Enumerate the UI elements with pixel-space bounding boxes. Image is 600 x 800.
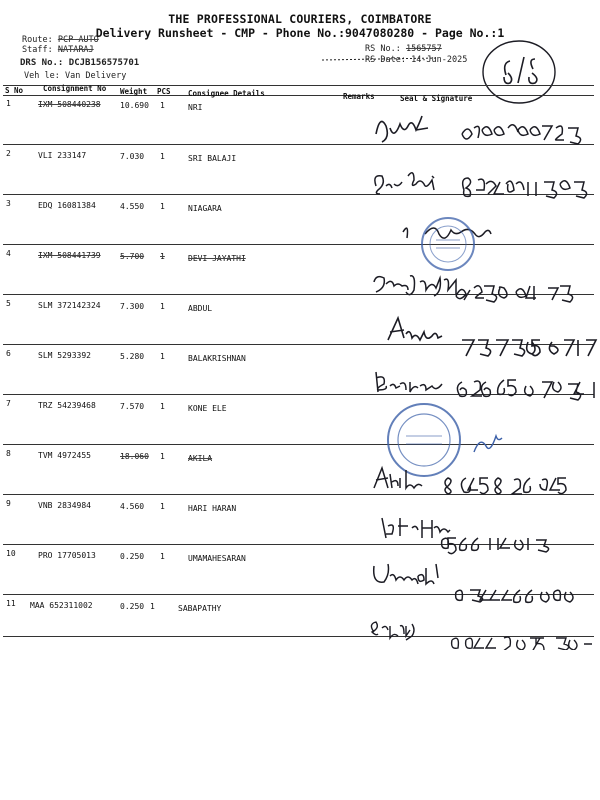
company-title: THE PROFESSIONAL COURIERS, COIMBATORE: [168, 12, 432, 26]
row-consignment: VLI 233147: [38, 151, 87, 160]
signature-row-2: [370, 160, 600, 210]
signature-row-10: [370, 558, 600, 608]
signature-row-4: [370, 262, 600, 310]
row-consignee: BALAKRISHNAN: [188, 354, 246, 363]
col-header-weight: Weight: [120, 87, 148, 96]
route-label: Route:: [22, 35, 53, 45]
row-weight: 0.250: [120, 602, 145, 611]
row-weight: 7.300: [120, 302, 145, 311]
signature-row-9: [376, 512, 600, 558]
row-consignee: AKILA: [188, 454, 213, 463]
row-consignee: UMAMAHESARAN: [188, 554, 246, 563]
row-consignment: IXM 508440238: [38, 100, 101, 109]
col-header-seal: Seal & Signature: [400, 94, 473, 103]
row-weight: 10.690: [120, 101, 149, 110]
row-consignee: SRI BALAJI: [188, 154, 237, 163]
row-consignment: SLM 372142324: [38, 301, 101, 310]
row-consignee: DEVI JAYATHI: [188, 254, 246, 263]
row-weight: 18.060: [120, 452, 149, 461]
row-consignment: VNB 2834984: [38, 501, 91, 510]
row-weight: 5.280: [120, 352, 145, 361]
row-sno: 4: [6, 249, 11, 258]
signature-row-11: [368, 614, 600, 650]
row-pcs: 1: [160, 252, 165, 261]
row-pcs: 1: [160, 452, 165, 461]
row-consignment: TRZ 54239468: [38, 401, 96, 410]
row-pcs: 1: [160, 352, 165, 361]
row-sno: 1: [6, 99, 11, 108]
col-header-consignee: Consignee Details: [188, 89, 265, 98]
row-consignment: SLM 5293392: [38, 351, 91, 360]
row-sno: 11: [6, 599, 16, 608]
row-weight: 7.030: [120, 152, 145, 161]
row-consignment: EDQ 16081384: [38, 201, 96, 210]
row-consignee: KONE ELE: [188, 404, 227, 413]
row-sno: 7: [6, 399, 11, 408]
row-weight: 7.570: [120, 402, 145, 411]
row-consignee: SABAPATHY: [178, 604, 222, 613]
row-consignment: PRO 17705013: [38, 551, 96, 560]
row-weight: 4.560: [120, 502, 145, 511]
rs-date-value: 14-Jun-2025: [411, 55, 468, 65]
staff-line: [22, 45, 94, 55]
stamp-signature-scribble: [466, 422, 506, 462]
drs-line: [20, 58, 139, 68]
table-header-border: [3, 95, 594, 96]
row-consignee: ABDUL: [188, 304, 213, 313]
row-consignment: TVM 4972455: [38, 451, 91, 460]
row-sno: 8: [6, 449, 11, 458]
staff-value: NATARAJ: [57, 45, 94, 55]
row-consignment: IXM 508441739: [38, 251, 101, 260]
drs-label: DRS No.:: [20, 58, 64, 68]
col-header-remarks: Remarks: [343, 92, 375, 101]
col-header-consignment: Consignment No: [43, 84, 107, 93]
row-pcs: 1: [150, 602, 155, 611]
drs-value: DCJB156575701: [68, 58, 140, 68]
row-sno: 10: [6, 549, 16, 558]
row-pcs: 1: [160, 502, 165, 511]
vehicle-line: [24, 71, 126, 81]
row-pcs: 1: [160, 302, 165, 311]
signature-row-8: [370, 462, 600, 508]
row-pcs: 1: [160, 402, 165, 411]
row-sno: 6: [6, 349, 11, 358]
route-line: [22, 35, 99, 45]
runsheet-subtitle: Delivery Runsheet - CMP - Phone No.:9047080280 - Page No.:1: [95, 26, 505, 40]
row-consignment: MAA 652311002: [30, 601, 93, 610]
row-consignee: NRI: [188, 103, 203, 112]
row-pcs: 1: [160, 202, 165, 211]
rs-no-label: RS No.:: [365, 44, 401, 54]
row-weight: 5.700: [120, 252, 145, 261]
row-consignee: NIAGARA: [188, 204, 222, 213]
row-sno: 2: [6, 149, 11, 158]
vehicle-label: Veh le:: [24, 71, 60, 81]
vehicle-value: Van Delivery: [64, 71, 127, 81]
row-pcs: 1: [160, 552, 165, 561]
row-sno: 9: [6, 499, 11, 508]
handwritten-total-circle: [478, 35, 560, 107]
col-header-sno: S No: [5, 86, 24, 95]
dash-mark: [320, 52, 440, 66]
signature-row-1: [370, 104, 600, 160]
route-value: PCP AUTO: [57, 35, 99, 45]
row-sno: 3: [6, 199, 11, 208]
signature-row-5: [380, 312, 600, 364]
rs-date-label: RS Date:: [365, 55, 406, 65]
row-weight: 0.250: [120, 552, 145, 561]
row-weight: 4.550: [120, 202, 145, 211]
row-consignee: HARI HARAN: [188, 504, 237, 513]
staff-label: Staff:: [22, 45, 53, 55]
col-header-pcs: PCS: [157, 87, 171, 96]
rs-no-value: 1565757: [405, 44, 442, 54]
row-pcs: 1: [160, 101, 165, 110]
row-sno: 5: [6, 299, 11, 308]
row-pcs: 1: [160, 152, 165, 161]
